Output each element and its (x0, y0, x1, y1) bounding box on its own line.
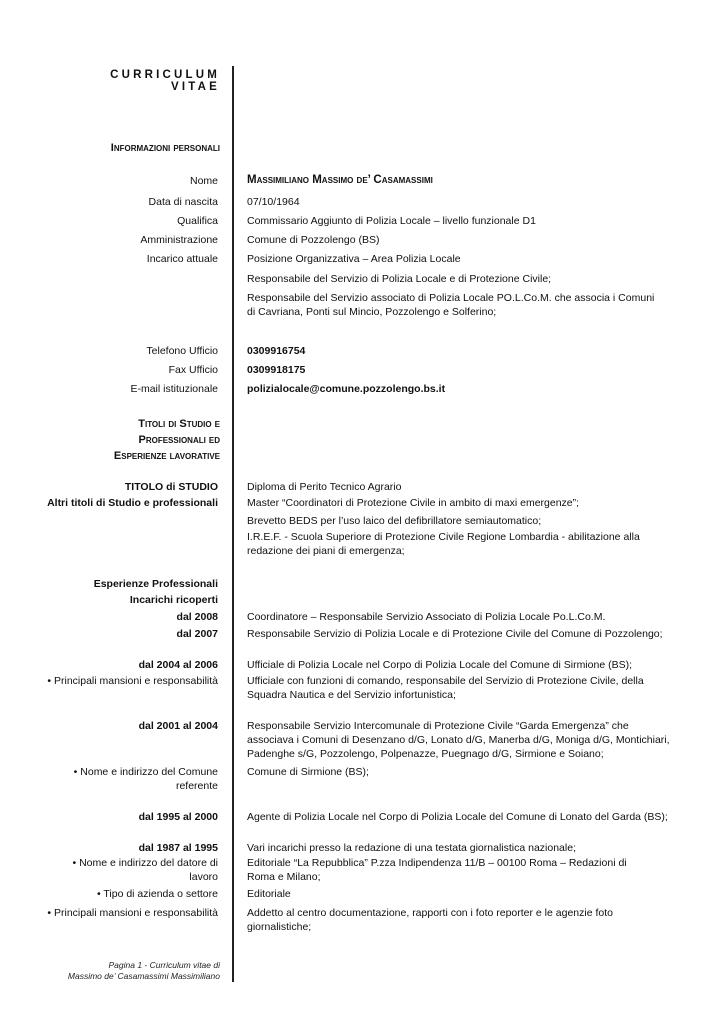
label-email: E-mail istituzionale (130, 383, 218, 395)
label-altri-titoli: Altri titoli di Studio e professionali (47, 497, 218, 509)
section-title-studies-2: Professionali ed (138, 434, 220, 446)
label-nome: Nome (189, 175, 218, 187)
label-mansioni-2004: • Principali mansioni e responsabilità (47, 675, 218, 687)
value-data-nascita: 07/10/1964 (247, 196, 300, 208)
label-datore-lavoro: • Nome e indirizzo del datore di lavoro (72, 857, 218, 883)
value-mansioni-1987: Addetto al centro documentazione, rapporti con i foto reporter e le agenzie foto giornalistiche; (247, 907, 613, 933)
section-title-studies-1: Titoli di Studio e (138, 418, 220, 430)
label-tipo-azienda: • Tipo di azienda o settore (96, 888, 218, 900)
value-amministrazione: Comune di Pozzolengo (BS) (247, 234, 380, 246)
label-1987-1995: dal 1987 al 1995 (138, 842, 218, 854)
label-mansioni-1987: • Principali mansioni e responsabilità (47, 907, 218, 919)
section-title-personal: Informazioni personali (110, 142, 220, 154)
heading-esperienze: Esperienze Professionali (93, 578, 218, 590)
label-2001-2004: dal 2001 al 2004 (138, 720, 218, 732)
label-qualifica: Qualifica (177, 215, 218, 227)
value-telefono: 0309916754 (247, 345, 306, 357)
value-1995-2000: Agente di Polizia Locale nel Corpo di Polizia Locale del Comune di Lonato del Garda (BS); (247, 811, 668, 823)
footer-line-2: Massimo de’ Casamassimi Massimiliano (67, 971, 220, 981)
value-dal-2007: Responsabile Servizio di Polizia Locale e di Protezione Civile del Comune di Pozzolengo; (247, 628, 663, 640)
label-dal-2008: dal 2008 (176, 611, 218, 623)
value-iref: I.R.E.F. - Scuola Superiore di Protezione Civile Regione Lombardia - abilitazione alla redazione dei piani di emergenza; (247, 531, 640, 557)
value-1987-1995: Vari incarichi presso la redazione di una testata giornalistica nazionale; (247, 842, 576, 854)
label-amministrazione: Amministrazione (140, 234, 218, 246)
value-responsabile-servizio: Responsabile del Servizio di Polizia Locale e di Protezione Civile; (247, 273, 552, 285)
value-nome: Massimiliano Massimo de’ Casamassimi (247, 174, 433, 186)
value-brevetto: Brevetto BEDS per l’uso laico del defibrillatore semiautomatico; (247, 515, 542, 527)
label-dal-2007: dal 2007 (176, 628, 218, 640)
value-titolo-studio: Diploma di Perito Tecnico Agrario (247, 481, 402, 493)
label-fax: Fax Ufficio (168, 364, 218, 376)
page-footer (60, 960, 220, 982)
value-email: polizialocale@comune.pozzolengo.bs.it (247, 383, 446, 395)
section-title-studies-3: Esperienze lavorative (113, 450, 220, 462)
value-fax: 0309918175 (247, 364, 306, 376)
label-2004-2006: dal 2004 al 2006 (138, 659, 218, 671)
value-2001-2004: Responsabile Servizio Intercomunale di Protezione Civile “Garda Emergenza” che associava i Comuni di Desenzano d/G, Lonato d/G, Manerba d/G, Moniga d/G, Montichiari, Padenghe s/G, Pozzolengo, Polpenazze, Puegnago d/G, Sirmione e Soiano; (247, 720, 670, 760)
vertical-divider (232, 66, 234, 982)
value-dal-2008: Coordinatore – Responsabile Servizio Associato di Polizia Locale Po.L.Co.M. (247, 611, 606, 623)
value-comune-referente: Comune di Sirmione (BS); (247, 766, 369, 778)
value-responsabile-polcom: Responsabile del Servizio associato di Polizia Locale PO.L.Co.M. che associa i Comuni di Cavriana, Ponti sul Mincio, Pozzolengo e Solferino; (247, 292, 655, 318)
label-telefono: Telefono Ufficio (146, 345, 218, 357)
label-titolo-studio: TITOLO di STUDIO (124, 481, 218, 493)
label-incarico: Incarico attuale (146, 253, 218, 265)
footer-line-1: Pagina 1 - Curriculum vitae di (108, 960, 220, 970)
label-comune-referente: • Nome e indirizzo del Comune referente (73, 766, 218, 792)
label-1995-2000: dal 1995 al 2000 (138, 811, 218, 823)
value-master: Master “Coordinatori di Protezione Civile in ambito di maxi emergenze”; (247, 497, 580, 509)
value-tipo-azienda: Editoriale (247, 888, 291, 900)
document-title: CURRICULUM VITAE (110, 69, 220, 93)
value-2004-2006: Ufficiale di Polizia Locale nel Corpo di Polizia Locale del Comune di Sirmione (BS); (247, 659, 632, 671)
value-mansioni-2004: Ufficiale con funzioni di comando, responsabile del Servizio di Protezione Civile, della Squadra Nautica e del Servizio infortunistica; (247, 675, 644, 701)
value-datore-lavoro: Editoriale “La Repubblica” P.zza Indipendenza 11/B – 00100 Roma – Redazioni di Roma e Milano; (247, 857, 627, 883)
value-qualifica: Commissario Aggiunto di Polizia Locale – livello funzionale D1 (247, 215, 536, 227)
value-incarico: Posizione Organizzativa – Area Polizia Locale (247, 253, 461, 265)
label-data-nascita: Data di nascita (148, 196, 218, 208)
heading-incarichi: Incarichi ricoperti (129, 594, 218, 606)
